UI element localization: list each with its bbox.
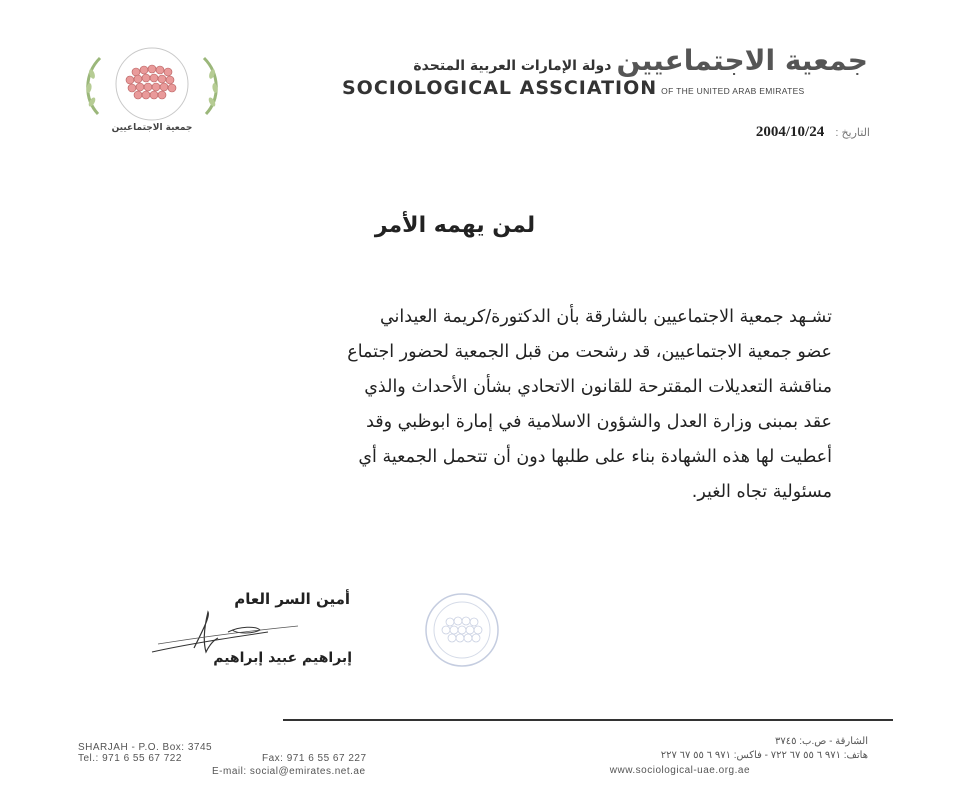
footer-rule — [283, 719, 893, 721]
letter-title: لمن يهمه الأمر — [374, 213, 536, 238]
header-arabic-name: جمعية الاجتماعيين — [616, 44, 868, 77]
header-arabic-country: دولة الإمارات العربية المتحدة — [413, 58, 612, 74]
footer-address: SHARJAH - P.O. Box: 3745 — [78, 742, 213, 753]
footer-website: www.sociological-uae.org.ae — [609, 765, 750, 776]
association-logo — [78, 44, 226, 136]
date-value: 2004/10/24 — [755, 124, 825, 140]
body-line: تشـهد جمعية الاجتماعيين بالشارقة بأن الدكتورة/كريمة العيداني — [379, 307, 832, 327]
footer-email: E-mail: social@emirates.net.ae — [212, 766, 366, 777]
header-english — [342, 77, 805, 99]
association-stamp — [392, 592, 532, 672]
footer-arabic-tel: هاتف: ٩٧١ ٦ ٥٥ ٦٧ ٧٢٢ - فاكس: ٩٧١ ٦ ٥٥ ٦٧ ٢٢٧ — [660, 750, 868, 761]
signatory-title: أمين السر العام — [234, 590, 350, 608]
letter-body — [142, 300, 832, 510]
header-arabic — [413, 44, 868, 77]
body-line: عقد بمبنى وزارة العدل والشؤون الاسلامية في إمارة ابوظبي وقد — [366, 412, 832, 432]
footer-arabic-address: الشارقة - ص.ب: ٣٧٤٥ — [775, 736, 868, 747]
header-english-sub: OF THE UNITED ARAB EMIRATES — [661, 86, 805, 96]
footer-fax: Fax: 971 6 55 67 227 — [262, 753, 367, 764]
body-line: أعطيت لها هذه الشهادة بناء على طلبها دون أن تتحمل الجمعية أي — [358, 447, 832, 467]
footer-tel: Tel.: 971 6 55 67 722 — [78, 753, 182, 764]
date-line — [756, 121, 870, 141]
logo-caption: جمعية الاجتماعيين — [111, 123, 193, 133]
date-label: التاريخ : — [835, 127, 870, 139]
header-english-name: SOCIOLOGICAL ASSCIATION — [342, 77, 658, 99]
body-line: مسئولية تجاه الغير. — [691, 482, 832, 502]
body-line: عضو جمعية الاجتماعيين، قد رشحت من قبل الجمعية لحضور اجتماع — [347, 342, 832, 362]
body-line: مناقشة التعديلات المقترحة للقانون الاتحادي بشأن الأحداث والذي — [364, 377, 832, 397]
signatory-name: إبراهيم عبيد إبراهيم — [213, 650, 352, 666]
